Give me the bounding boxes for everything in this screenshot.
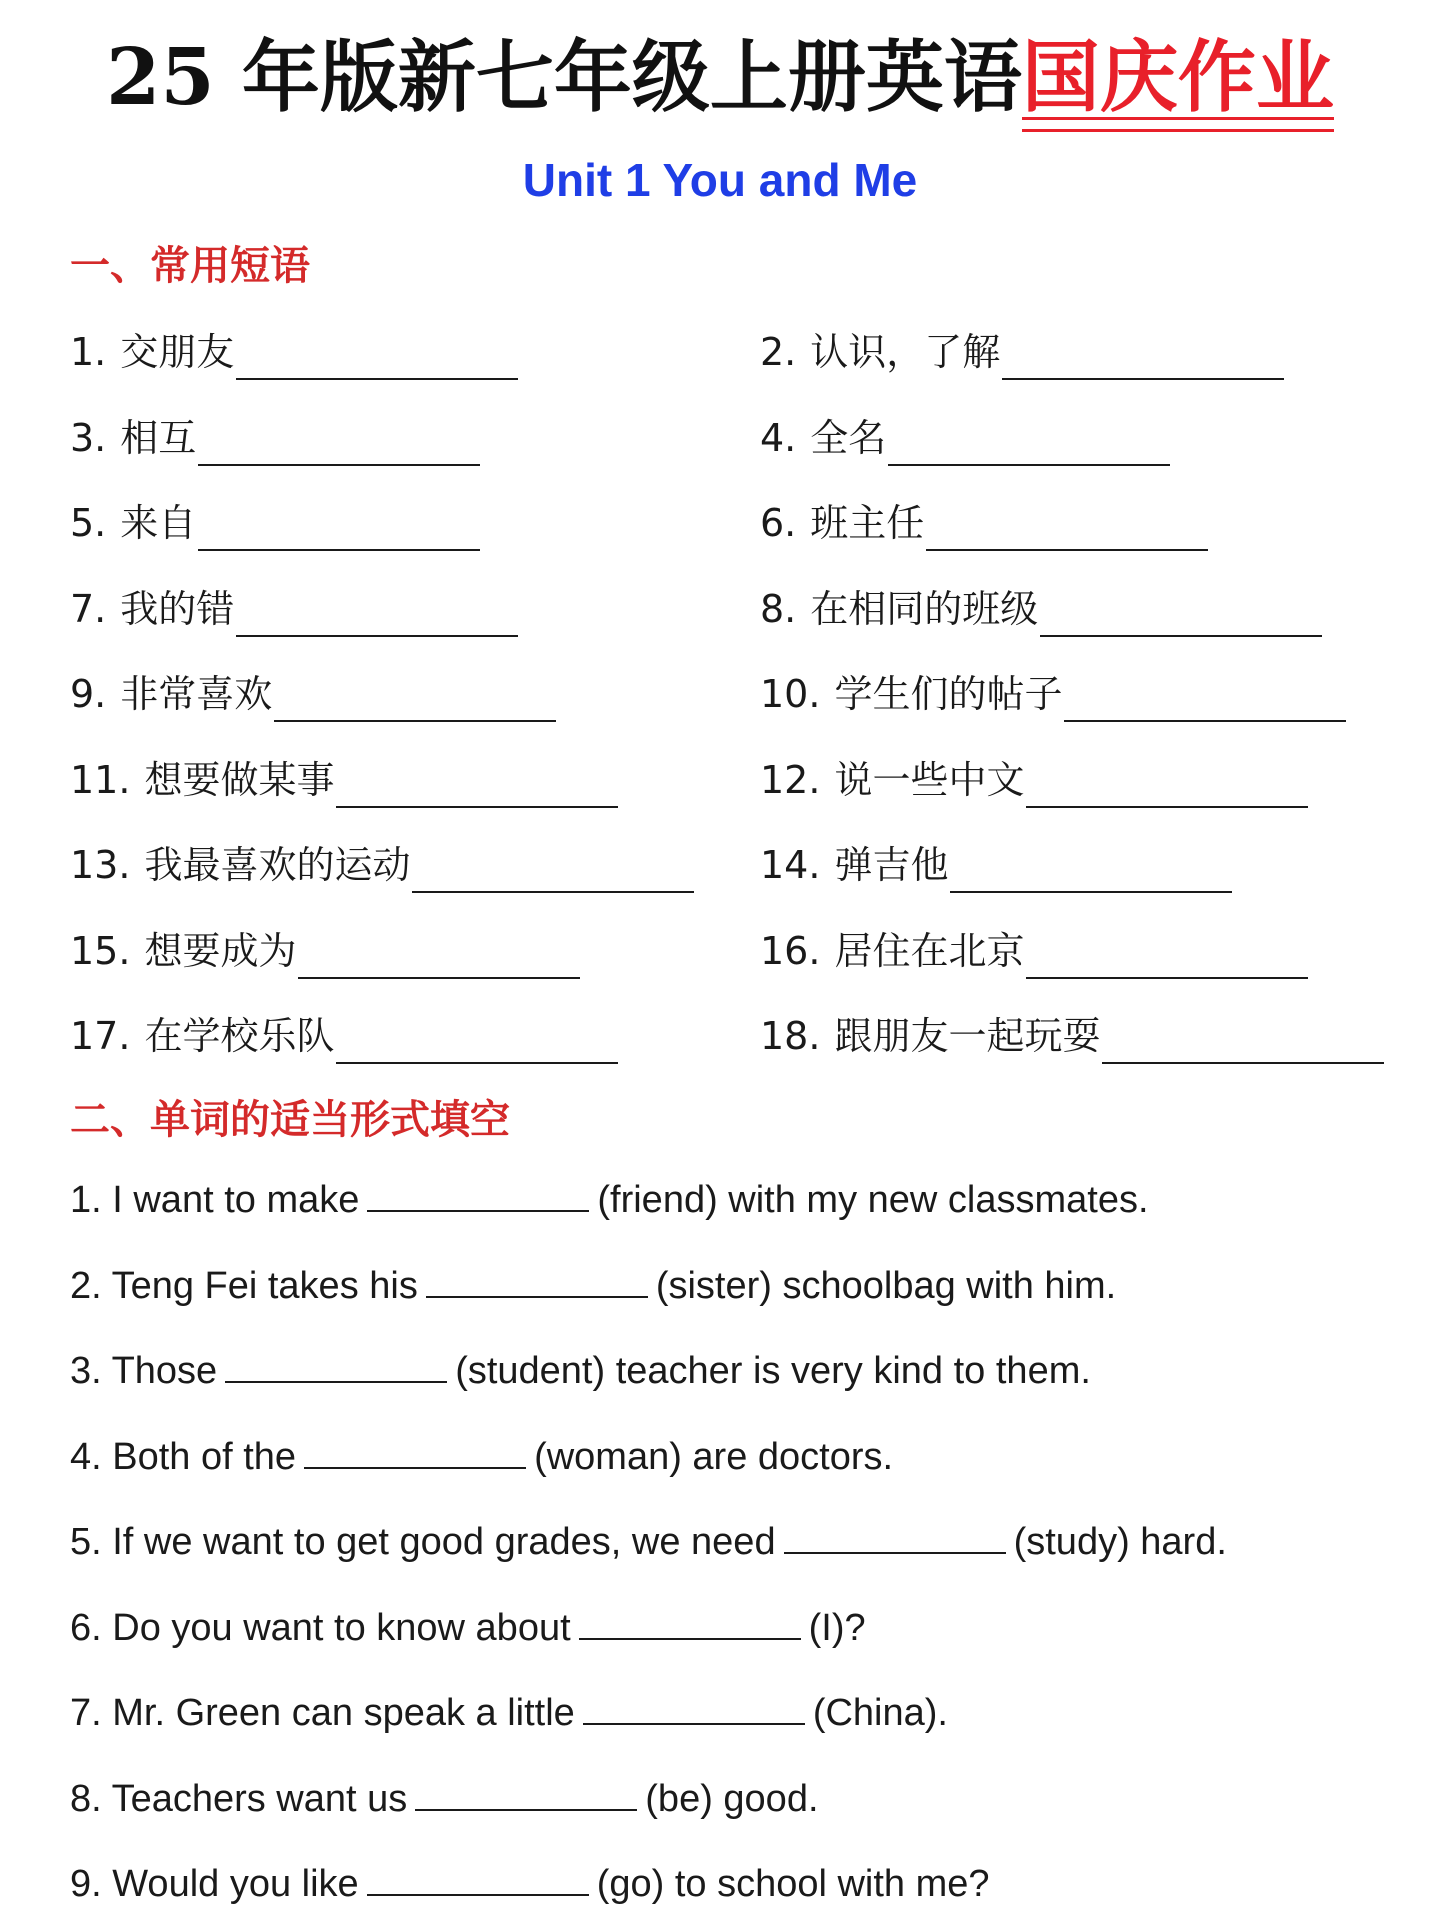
sentence-after: (go) to school with me? xyxy=(596,1863,990,1905)
phrase-number: 4. xyxy=(760,415,797,460)
phrase-number: 8. xyxy=(760,586,797,631)
answer-blank[interactable] xyxy=(1102,1018,1384,1064)
phrase-number: 5. xyxy=(70,501,107,545)
answer-blank[interactable] xyxy=(1026,933,1308,979)
phrase-item xyxy=(760,919,1400,979)
phrase-number: 12. xyxy=(760,757,821,802)
sentence-list xyxy=(70,1170,1400,1920)
phrase-number: 6. xyxy=(760,501,797,545)
phrase-item xyxy=(760,320,1400,380)
phrase-number: 2. xyxy=(760,330,797,374)
answer-blank[interactable] xyxy=(926,505,1208,551)
sentence-item xyxy=(70,1683,1400,1769)
phrase-text: 想要成为 xyxy=(144,928,297,973)
answer-blank[interactable] xyxy=(784,1512,1006,1554)
phrase-item xyxy=(70,919,760,979)
sentence-before: 5. If we want to get good grades, we need xyxy=(70,1521,776,1563)
sentence-item xyxy=(70,1341,1400,1427)
phrase-item xyxy=(760,577,1400,637)
phrase-list xyxy=(70,320,1400,1090)
answer-blank[interactable] xyxy=(367,1170,589,1212)
answer-blank[interactable] xyxy=(236,334,518,380)
phrase-item xyxy=(760,491,1400,551)
phrase-number: 15. xyxy=(70,928,131,973)
answer-blank[interactable] xyxy=(1064,676,1346,722)
sentence-after: (student) teacher is very kind to them. xyxy=(455,1350,1091,1392)
sentence-after: (study) hard. xyxy=(1013,1521,1227,1563)
phrase-item xyxy=(70,320,760,380)
phrase-number: 7. xyxy=(70,586,107,631)
phrase-text: 弹吉他 xyxy=(834,843,949,887)
page-title xyxy=(0,28,1440,128)
sentence-item xyxy=(70,1769,1400,1855)
sentence-after: (China). xyxy=(812,1692,948,1734)
phrase-number: 16. xyxy=(760,928,821,973)
phrase-text: 在相同的班级 xyxy=(810,586,1039,631)
sentence-after: (sister) schoolbag with him. xyxy=(655,1264,1117,1307)
phrase-text: 交朋友 xyxy=(120,330,235,374)
phrase-text: 居住在北京 xyxy=(834,928,1025,973)
sentence-after: (be) good. xyxy=(645,1777,819,1820)
sentence-before: 2. Teng Fei takes his xyxy=(70,1264,418,1307)
phrase-text: 我的错 xyxy=(120,586,235,631)
sentence-item xyxy=(70,1512,1400,1598)
sentence-item xyxy=(70,1854,1400,1920)
phrase-item xyxy=(760,748,1400,808)
title-main: 25 年版新七年级上册英语 xyxy=(106,32,1022,123)
phrase-text: 在学校乐队 xyxy=(144,1014,335,1058)
answer-blank[interactable] xyxy=(225,1341,447,1383)
answer-blank[interactable] xyxy=(367,1854,589,1896)
answer-blank[interactable] xyxy=(274,676,556,722)
phrase-item xyxy=(760,662,1400,722)
phrase-text: 班主任 xyxy=(810,501,925,545)
phrase-text: 全名 xyxy=(810,415,887,460)
answer-blank[interactable] xyxy=(950,847,1232,893)
phrase-item xyxy=(70,833,760,893)
sentence-before: 1. I want to make xyxy=(70,1179,360,1221)
phrase-text: 说一些中文 xyxy=(834,757,1025,802)
answer-blank[interactable] xyxy=(304,1427,526,1469)
phrase-item xyxy=(760,833,1400,893)
phrase-text: 来自 xyxy=(120,501,197,545)
answer-blank[interactable] xyxy=(236,591,518,637)
phrase-text: 学生们的帖子 xyxy=(834,672,1063,716)
sentence-item xyxy=(70,1256,1400,1342)
answer-blank[interactable] xyxy=(579,1598,801,1640)
phrase-number: 11. xyxy=(70,757,131,802)
phrase-text: 相互 xyxy=(120,415,197,460)
sentence-before: 7. Mr. Green can speak a little xyxy=(70,1692,575,1734)
phrase-number: 3. xyxy=(70,415,107,460)
answer-blank[interactable] xyxy=(412,847,694,893)
answer-blank[interactable] xyxy=(336,1018,618,1064)
phrase-item xyxy=(70,577,760,637)
phrase-text: 认识，了解 xyxy=(810,330,1001,374)
phrase-text: 非常喜欢 xyxy=(120,672,273,716)
sentence-before: 8. Teachers want us xyxy=(70,1777,408,1820)
answer-blank[interactable] xyxy=(583,1683,805,1725)
section-heading-word-forms: 二、单词的适当形式填空 xyxy=(70,1097,510,1143)
answer-blank[interactable] xyxy=(888,420,1170,466)
phrase-text: 跟朋友一起玩耍 xyxy=(834,1014,1101,1058)
phrase-item xyxy=(760,406,1400,466)
phrase-number: 10. xyxy=(760,672,821,716)
phrase-number: 14. xyxy=(760,843,821,887)
sentence-item xyxy=(70,1170,1400,1256)
title-accent: 国庆作业 xyxy=(1022,28,1334,128)
phrase-number: 9. xyxy=(70,672,107,716)
answer-blank[interactable] xyxy=(198,420,480,466)
sentence-after: (woman) are doctors. xyxy=(534,1435,894,1478)
sentence-after: (friend) with my new classmates. xyxy=(597,1179,1149,1221)
sentence-item xyxy=(70,1598,1400,1684)
phrase-number: 18. xyxy=(760,1014,821,1058)
answer-blank[interactable] xyxy=(415,1769,637,1811)
sentence-before: 9. Would you like xyxy=(70,1863,359,1905)
section-heading-phrases: 一、常用短语 xyxy=(70,243,310,289)
answer-blank[interactable] xyxy=(336,762,618,808)
phrase-number: 17. xyxy=(70,1014,131,1058)
unit-subtitle: Unit 1 You and Me xyxy=(522,154,918,206)
phrase-text: 我最喜欢的运动 xyxy=(144,843,411,887)
phrase-number: 1. xyxy=(70,330,107,374)
phrase-item xyxy=(70,1004,760,1064)
phrase-item xyxy=(760,1004,1400,1064)
sentence-before: 4. Both of the xyxy=(70,1435,297,1478)
phrase-text: 想要做某事 xyxy=(144,757,335,802)
phrase-item xyxy=(70,662,760,722)
answer-blank[interactable] xyxy=(426,1256,648,1298)
phrase-number: 13. xyxy=(70,843,131,887)
sentence-after: (I)? xyxy=(808,1606,866,1649)
answer-blank[interactable] xyxy=(198,505,480,551)
answer-blank[interactable] xyxy=(1002,334,1284,380)
answer-blank[interactable] xyxy=(1026,762,1308,808)
phrase-item xyxy=(70,406,760,466)
answer-blank[interactable] xyxy=(1040,591,1322,637)
sentence-before: 6. Do you want to know about xyxy=(70,1606,571,1649)
sentence-item xyxy=(70,1427,1400,1513)
phrase-item xyxy=(70,748,760,808)
phrase-item xyxy=(70,491,760,551)
answer-blank[interactable] xyxy=(298,933,580,979)
sentence-before: 3. Those xyxy=(70,1350,218,1392)
